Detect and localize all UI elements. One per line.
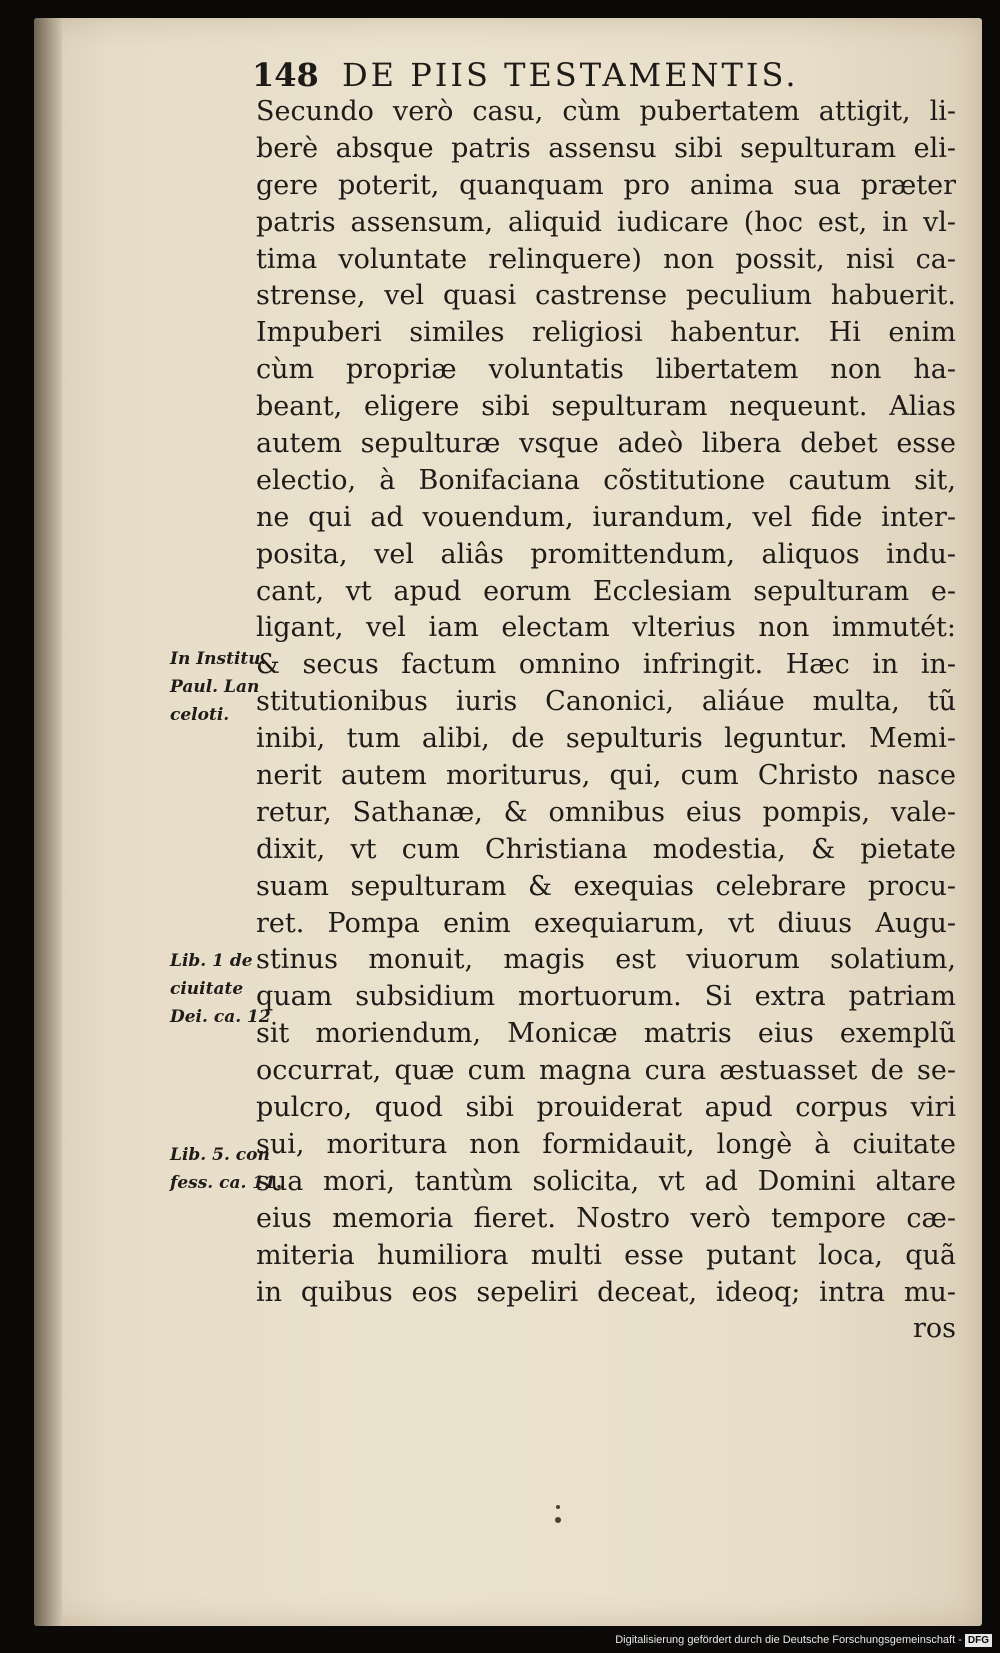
text-line: cant, vt apud eorum Ecclesiam sepulturam e- bbox=[256, 575, 956, 607]
credit-text: Digitalisierung gefördert durch die Deutsche Forschungsgemeinschaft - bbox=[615, 1634, 962, 1646]
text-line: retur, Sathanæ, & omnibus eius pompis, vale- bbox=[256, 796, 956, 828]
text-line: sit moriendum, Monicæ matris eius exemplũ bbox=[256, 1018, 956, 1050]
text-line: tima voluntate relinquere) non possit, nisi ca- bbox=[256, 243, 956, 275]
text-line: beant, eligere sibi sepulturam nequeunt. Alias bbox=[256, 391, 956, 423]
dfg-logo: DFG bbox=[965, 1634, 992, 1647]
text-line: pulcro, quod sibi prouiderat apud corpus viri bbox=[256, 1092, 956, 1124]
marginal-note-line: Paul. Lan bbox=[170, 677, 260, 697]
marginal-note-line: fess. ca. 11. bbox=[170, 1173, 282, 1193]
marginal-note-line: ciuitate bbox=[170, 979, 244, 999]
text-line: cùm propriæ voluntatis libertatem non ha- bbox=[256, 354, 956, 386]
page-number: 148 bbox=[252, 56, 319, 94]
text-line: strense, vel quasi castrense peculium habuerit. bbox=[256, 280, 956, 312]
catchword: ros bbox=[912, 1313, 956, 1345]
marginal-note-line: Lib. 1 de bbox=[170, 951, 253, 971]
text-line: sua mori, tantùm solicita, vt ad Domini altare bbox=[256, 1165, 956, 1197]
text-line: ret. Pompa enim exequiarum, vt diuus Augu- bbox=[256, 907, 956, 939]
text-line: stitutionibus iuris Canonici, aliáue multa, tũ bbox=[256, 686, 956, 718]
text-line: dixit, vt cum Christiana modestia, & pietate bbox=[256, 833, 956, 865]
ink-speck bbox=[555, 1517, 561, 1523]
text-line: electio, à Bonifaciana cõstitutione cautum sit, bbox=[256, 464, 956, 496]
text-line: ligant, vel iam electam vlterius non immutét: bbox=[256, 612, 956, 644]
text-line: patris assensum, aliquid iudicare (hoc est, in vl- bbox=[256, 206, 956, 238]
text-line: posita, vel aliâs promittendum, aliquos indu- bbox=[256, 538, 956, 570]
text-line: quam subsidium mortuorum. Si extra patriam bbox=[256, 981, 956, 1013]
marginal-note-line: Dei. ca. 12 bbox=[170, 1007, 271, 1027]
text-line: suam sepulturam & exequias celebrare procu- bbox=[256, 870, 956, 902]
text-line: sui, moritura non formidauit, longè à ciuitate bbox=[256, 1128, 956, 1160]
text-line: gere poterit, quanquam pro anima sua præter bbox=[256, 169, 956, 201]
text-line: berè absque patris assensu sibi sepulturam eli- bbox=[256, 132, 956, 164]
text-line: occurrat, quæ cum magna cura æstuasset de se- bbox=[256, 1055, 956, 1087]
ink-specks bbox=[555, 1505, 565, 1531]
digitization-credit bbox=[615, 1634, 992, 1647]
text-line: ne qui ad vouendum, iurandum, vel fide inter- bbox=[256, 501, 956, 533]
text-line: & secus factum omnino infringit. Hæc in in- bbox=[256, 649, 956, 681]
text-line: nerit autem moriturus, qui, cum Christo nasce bbox=[256, 760, 956, 792]
text-line: eius memoria fieret. Nostro verò tempore cæ- bbox=[256, 1202, 956, 1234]
marginal-note-line: celoti. bbox=[170, 705, 230, 725]
text-line: Secundo verò casu, cùm pubertatem attigit, li- bbox=[256, 96, 956, 127]
text-line: Impuberi similes religiosi habentur. Hi enim bbox=[256, 317, 956, 349]
marginal-note bbox=[170, 947, 271, 1031]
running-head bbox=[252, 56, 912, 94]
text-line: stinus monuit, magis est viuorum solatium, bbox=[256, 944, 956, 976]
body-text bbox=[256, 94, 956, 1348]
text-line: autem sepulturæ vsque adeò libera debet esse bbox=[256, 428, 956, 460]
marginal-note-line: In Institu. bbox=[170, 649, 267, 669]
running-title: DE PIIS TESTAMENTIS. bbox=[342, 56, 799, 94]
ink-speck bbox=[556, 1505, 560, 1509]
text-line: inibi, tum alibi, de sepulturis leguntur. Memi- bbox=[256, 723, 956, 755]
page-gutter bbox=[34, 18, 62, 1626]
text-line: in quibus eos sepeliri deceat, ideoq; intra mu- bbox=[256, 1276, 956, 1308]
marginal-note-line: Lib. 5. con bbox=[170, 1145, 270, 1165]
text-line: miteria humiliora multi esse putant loca, quã bbox=[256, 1239, 956, 1271]
marginal-note bbox=[170, 1141, 282, 1197]
marginal-note bbox=[170, 645, 267, 729]
